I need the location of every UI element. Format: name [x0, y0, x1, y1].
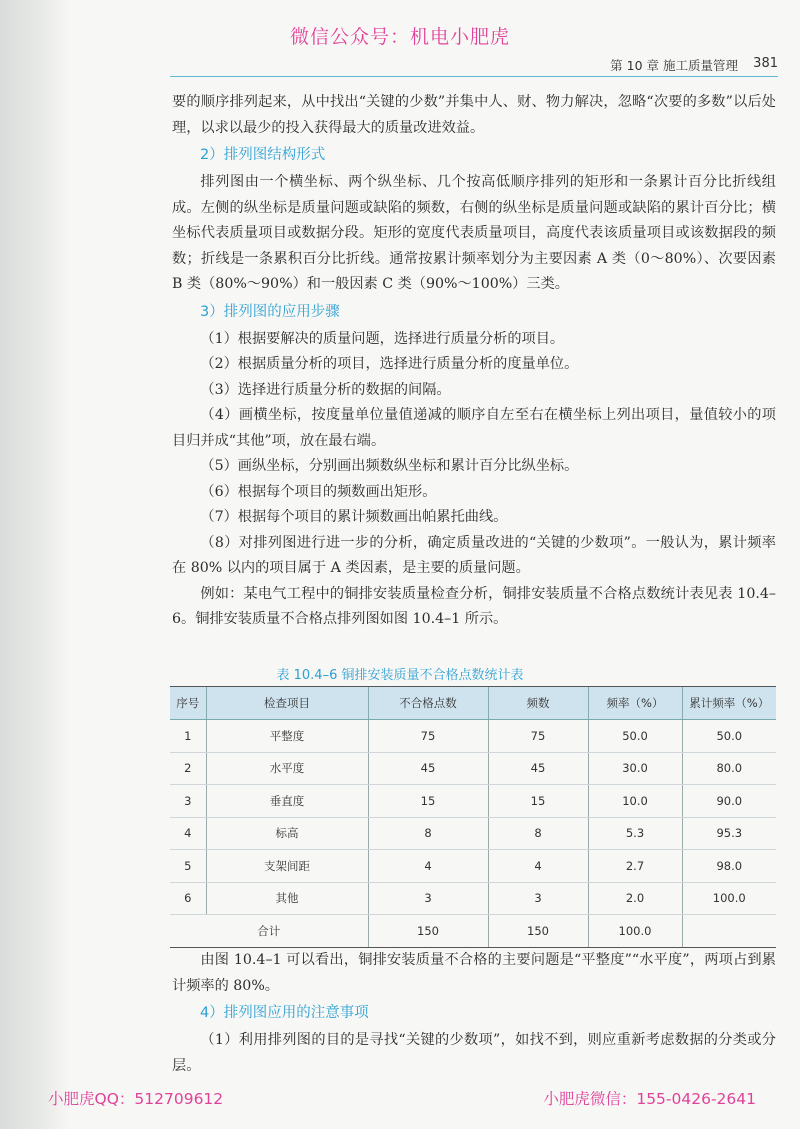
col-header: 累计频率（%） — [682, 687, 776, 720]
table-cell: 5 — [170, 850, 206, 883]
table-cell: 80.0 — [682, 752, 776, 785]
table-cell: 15 — [488, 785, 588, 818]
table-cell: 3 — [170, 785, 206, 818]
table-cell: 平整度 — [206, 720, 368, 753]
table-cell: 95.3 — [682, 817, 776, 850]
chapter-title: 第 10 章 施工质量管理 — [610, 58, 738, 73]
paragraph-continuation: 要的顺序排列起来，从中找出“关键的少数”并集中人、财、物力解决，忽略“次要的多数”以后处理，以求以最少的投入获得最大的质量改进效益。 — [172, 94, 776, 136]
running-header — [170, 54, 778, 76]
table-row — [170, 817, 776, 850]
col-header: 频率（%） — [588, 687, 682, 720]
total-points: 150 — [368, 915, 488, 948]
table-cell: 15 — [368, 785, 488, 818]
table-cell: 30.0 — [588, 752, 682, 785]
step-item: （7）根据每个项目的累计频数画出帕累托曲线。 — [200, 509, 508, 525]
table-cell: 50.0 — [682, 720, 776, 753]
table-cell: 75 — [488, 720, 588, 753]
step-item: （8）对排列图进行进一步的分析，确定质量改进的“关键的少数项”。一般认为，累计频率在 80% 以内的项目属于 A 类因素，是主要的质量问题。 — [172, 534, 776, 576]
table-cell: 2.0 — [588, 882, 682, 915]
table-cell: 3 — [488, 882, 588, 915]
table-cell: 6 — [170, 882, 206, 915]
paragraph-conclusion: 由图 10.4–1 可以看出，铜排安装质量不合格的主要问题是“平整度”“水平度”，两项占到累计频率的 80%。 — [172, 952, 776, 994]
table-cell: 3 — [368, 882, 488, 915]
table-cell: 50.0 — [588, 720, 682, 753]
step-item: （3）选择进行质量分析的数据的间隔。 — [200, 381, 451, 398]
table-caption: 表 10.4–6 铜排安装质量不合格点数统计表 — [276, 668, 524, 683]
nonconformity-table — [170, 686, 776, 948]
table-cell: 支架间距 — [206, 850, 368, 883]
table-cell: 其他 — [206, 882, 368, 915]
watermark-qq: 小肥虎QQ：512709612 — [48, 1090, 224, 1108]
table-cell: 4 — [488, 850, 588, 883]
header-rule — [170, 76, 778, 77]
watermark-wechat: 小肥虎微信：155-0426-2641 — [543, 1090, 756, 1108]
table-cell: 98.0 — [682, 850, 776, 883]
paragraph-structure: 排列图由一个横坐标、两个纵坐标、几个按高低顺序排列的矩形和一条累计百分比折线组成。左侧的纵坐标是质量问题或缺陷的频数，右侧的纵坐标是质量问题或缺陷的累计百分比；横坐标代表质量项目或数据分段。矩形的宽度代表质量项目，高度代表该质量项目或该数据段的频数；折线是一条累积百分比折线。通常按累计频率划分为主要因素 A 类（0～80%）、次要因素 B 类（80%～90%）和一般因素 C 类（90%～100%）三类。 — [172, 174, 776, 292]
page-number: 381 — [753, 56, 778, 71]
table-cell: 45 — [368, 752, 488, 785]
total-empty — [682, 915, 776, 948]
table-cell: 8 — [368, 817, 488, 850]
step-item: （1）根据要解决的质量问题，选择进行质量分析的项目。 — [200, 330, 565, 347]
table-row — [170, 720, 776, 753]
step-item: （5）画纵坐标，分别画出频数纵坐标和累计百分比纵坐标。 — [200, 458, 579, 474]
body-text-upper — [172, 90, 776, 633]
table-cell: 100.0 — [682, 882, 776, 915]
table-cell: 1 — [170, 720, 206, 753]
section-heading-structure: 2）排列图结构形式 — [200, 147, 326, 163]
table-total-row — [170, 915, 776, 948]
col-header: 检查项目 — [206, 687, 368, 720]
total-rate: 100.0 — [588, 915, 682, 948]
table-cell: 4 — [368, 850, 488, 883]
example-paragraph: 例如：某电气工程中的铜排安装质量检查分析，铜排安装质量不合格点数统计表见表 10.4–6。铜排安装质量不合格点排列图如图 10.4–1 所示。 — [172, 585, 776, 627]
table-cell: 2.7 — [588, 850, 682, 883]
table-cell: 5.3 — [588, 817, 682, 850]
watermark-top: 微信公众号：机电小肥虎 — [289, 26, 510, 48]
table-row — [170, 882, 776, 915]
body-text-lower — [172, 948, 776, 1079]
section-heading-notes: 4）排列图应用的注意事项 — [200, 1005, 369, 1021]
table-row — [170, 785, 776, 818]
table-cell: 2 — [170, 752, 206, 785]
step-item: （6）根据每个项目的频数画出矩形。 — [200, 483, 437, 500]
note-item: （1）利用排列图的目的是寻找“关键的少数项”，如找不到，则应重新考虑数据的分类或分层。 — [172, 1032, 776, 1074]
col-header: 不合格点数 — [368, 687, 488, 720]
col-header: 序号 — [170, 687, 206, 720]
table-cell: 90.0 — [682, 785, 776, 818]
table-cell: 垂直度 — [206, 785, 368, 818]
col-header: 频数 — [488, 687, 588, 720]
table-row — [170, 752, 776, 785]
table-row — [170, 850, 776, 883]
total-label: 合计 — [170, 915, 368, 948]
table-cell: 标高 — [206, 817, 368, 850]
table-cell: 8 — [488, 817, 588, 850]
table-cell: 75 — [368, 720, 488, 753]
table-cell: 4 — [170, 817, 206, 850]
table-header-row — [170, 687, 776, 720]
table-cell: 45 — [488, 752, 588, 785]
section-heading-steps: 3）排列图的应用步骤 — [200, 303, 340, 320]
step-item: （2）根据质量分析的项目，选择进行质量分析的度量单位。 — [200, 356, 579, 372]
table-cell: 10.0 — [588, 785, 682, 818]
step-item: （4）画横坐标，按度量单位量值递减的顺序自左至右在横坐标上列出项目，量值较小的项目归并成“其他”项，放在最右端。 — [172, 407, 776, 449]
table-cell: 水平度 — [206, 752, 368, 785]
total-freq: 150 — [488, 915, 588, 948]
